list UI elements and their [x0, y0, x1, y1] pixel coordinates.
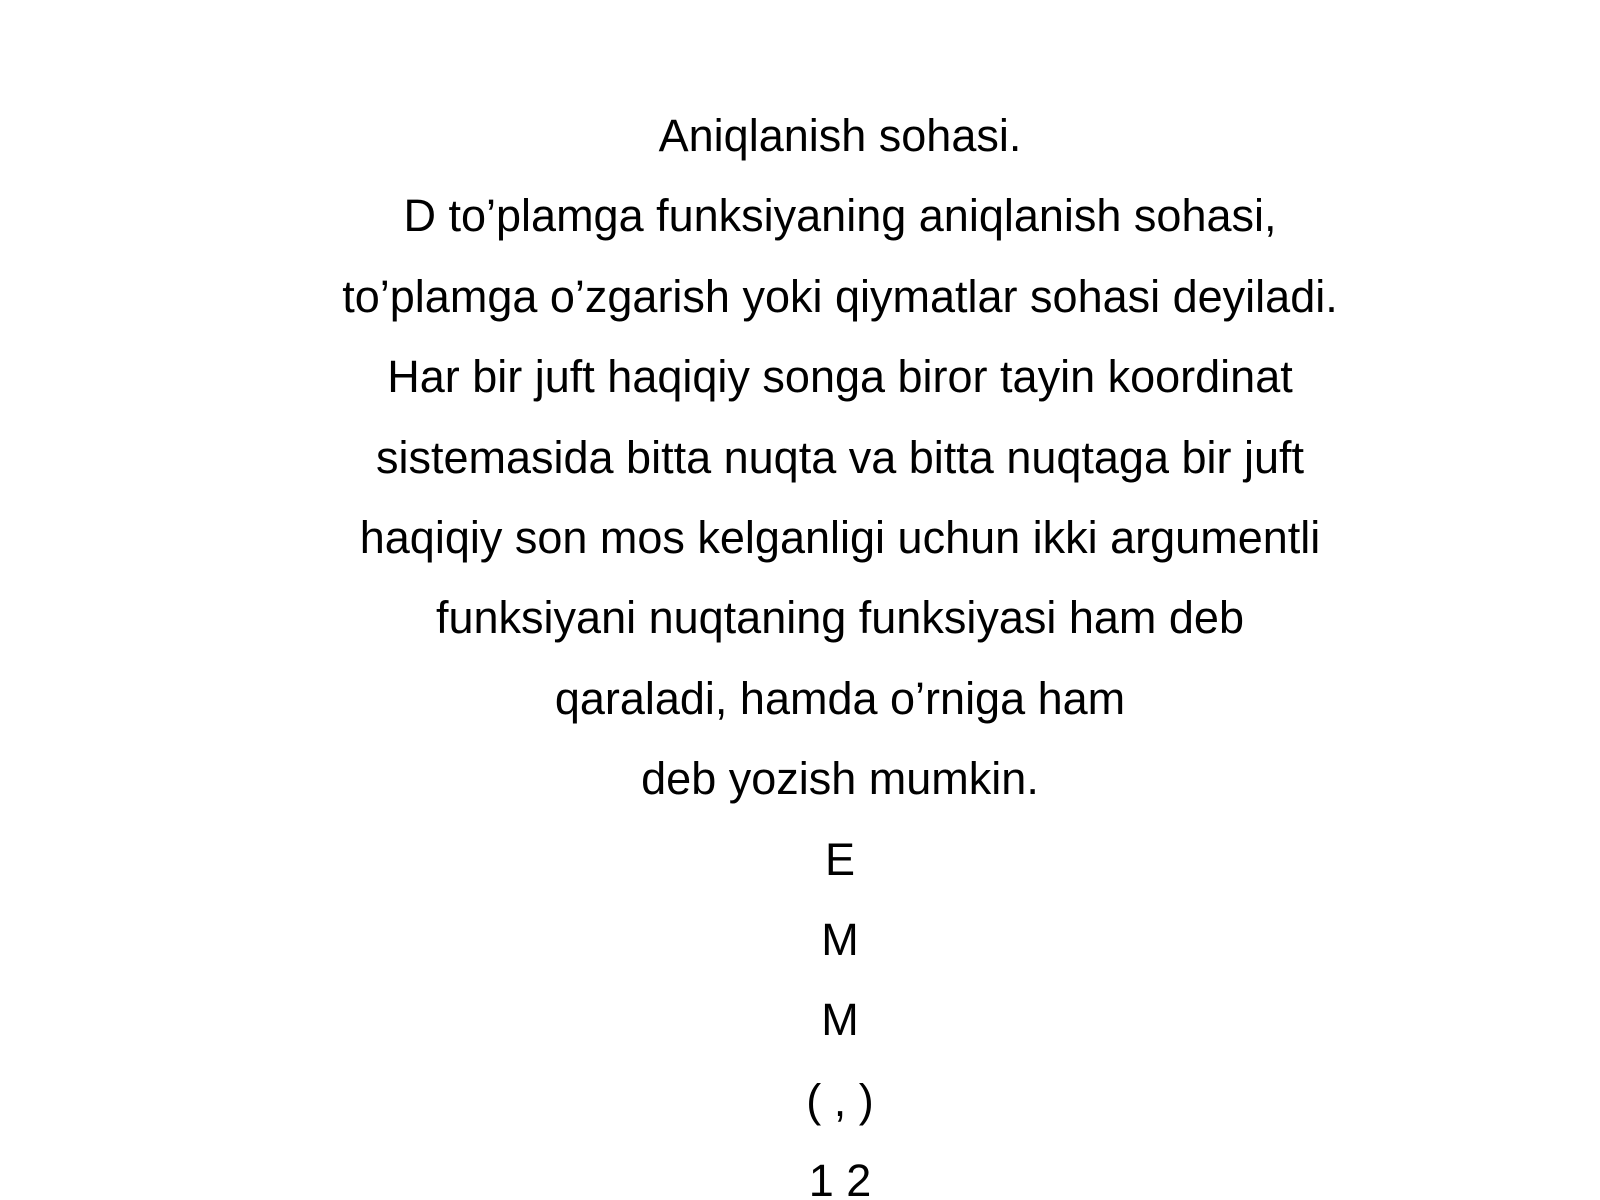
text-line: Har bir juft haqiqiy songa biror tayin koordinat [387, 351, 1293, 403]
formula-symbol: ( , ) [806, 1074, 874, 1126]
text-line: deb yozish mumkin. [641, 753, 1039, 805]
text-line: funksiyani nuqtaning funksiyasi ham deb [435, 592, 1244, 644]
text-line: to’plamga o’zgarish yoki qiymatlar sohasi deyiladi. [342, 270, 1338, 322]
formula-symbol: M [821, 994, 859, 1046]
formula-symbol: 1 2 [808, 1155, 872, 1200]
formula-symbol: E [824, 833, 855, 885]
text-line: qaraladi, hamda o’rniga ham [554, 672, 1126, 724]
formula-symbol: M [821, 914, 859, 966]
slide-title: Aniqlanish sohasi. [658, 110, 1022, 161]
slide-text [0, 96, 1600, 1200]
text-line: D to’plamga funksiyaning aniqlanish sohasi, [403, 190, 1277, 242]
text-line: haqiqiy son mos kelganligi uchun ikki argumentli [359, 512, 1321, 564]
text-line: sistemasida bitta nuqta va bitta nuqtaga bir juft [375, 431, 1305, 483]
